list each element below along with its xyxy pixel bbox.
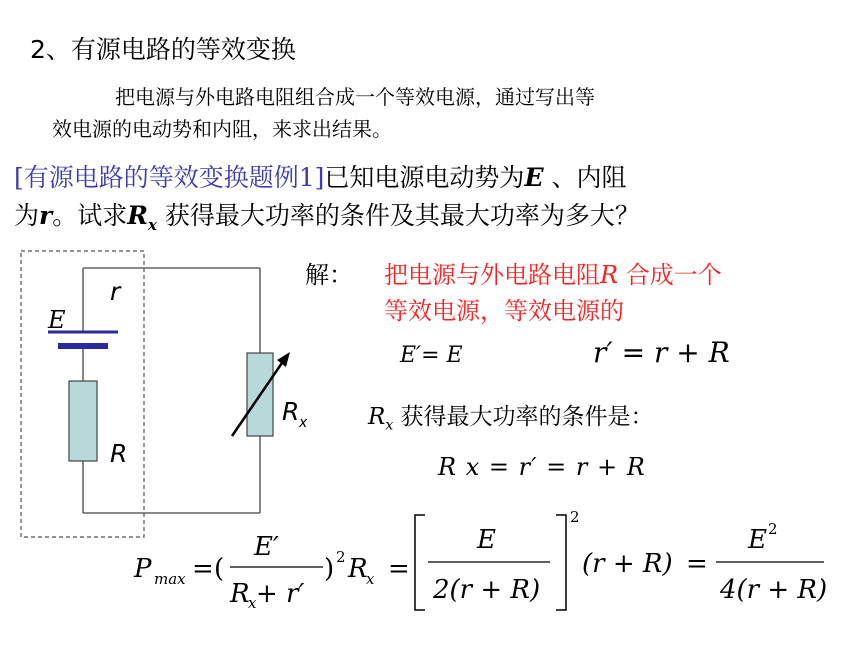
f-Rx-sub: x [366,570,375,588]
q2-r: r [39,201,53,230]
f-rbracket [556,515,566,610]
f-P: P [134,554,152,584]
f-sq: 2 [336,548,346,566]
q2-text-c: 获得最大功率的条件及其最大功率为多大？ [156,201,640,230]
f-num3: E [748,525,767,555]
equation-r-prime: r′ = r + R [593,336,730,369]
f-den1-R: R [230,579,250,609]
eq1-eq: = [421,343,447,368]
label-r: r [110,277,121,306]
condition-line [368,398,654,434]
q2-text-a: 为 [14,201,40,230]
f-mid: (r + R) [582,549,673,579]
intro-line-2: 效电源的电动势和内阻，来求出结果。 [52,117,392,141]
f-den1-rest: + r′ [256,579,305,609]
q2-R-sub: x [147,216,157,234]
red1-text-b: 合成一个 [618,261,722,289]
q2-R: R [127,201,148,230]
f-bracket-sq: 2 [570,508,580,526]
q1-E: E [524,163,544,192]
question-line-2 [14,196,640,234]
page-title: 2、有源电路的等效变换 [30,35,296,64]
max-power-formula [130,500,850,620]
example-tag: [有源电路的等效变换题例1] [14,163,325,192]
circuit-diagram [18,248,308,543]
f-eq2: = [388,554,410,584]
red1-text-a: 把电源与外电路电阻 [384,261,600,289]
q2-text-b: 。试求 [52,201,128,230]
f-lbracket [415,515,425,610]
eq1-rhs: E [446,343,463,368]
cond-R-sub: x [385,417,394,434]
label-Rx-sub: x [299,415,308,431]
variable-arrow-head [277,352,290,367]
question-line-1 [14,158,626,194]
cond-R: R [368,404,386,430]
eq1-lhs: E′ [400,343,422,368]
equation-Rx-condition: R x = r′ = r + R [438,453,646,481]
cond-text: 获得最大功率的条件是： [393,404,654,430]
f-eq1: = [192,554,214,584]
solution-red-line-1 [384,255,722,290]
resistor-R [69,381,97,461]
f-lparen: ( [214,554,225,584]
f-den3: 4(r + R) [720,575,828,605]
solution-label: 解： [305,261,353,289]
f-rparen: ) [324,554,335,584]
f-Rx: R [348,554,368,584]
label-E: E [48,306,66,334]
f-P-sub: max [154,570,186,588]
q1-text-b: 、内阻 [543,163,627,192]
intro-line-1: 把电源与外电路电阻组合成一个等效电源，通过写出等 [115,85,595,109]
label-R: R [110,439,128,468]
f-eq3: = [686,549,708,579]
f-num3-sup: 2 [768,520,778,538]
solution-red-line-2: 等效电源，等效电源的 [384,297,624,325]
f-num1: E′ [254,532,279,562]
label-Rx: R [282,397,300,426]
q1-text-a: 已知电源电动势为 [324,163,525,192]
equation-E-prime [400,343,463,368]
f-den1-sub: x [248,594,257,612]
f-num2: E [477,525,496,555]
f-den2: 2(r + R) [433,575,541,605]
red1-R: R [600,261,619,289]
